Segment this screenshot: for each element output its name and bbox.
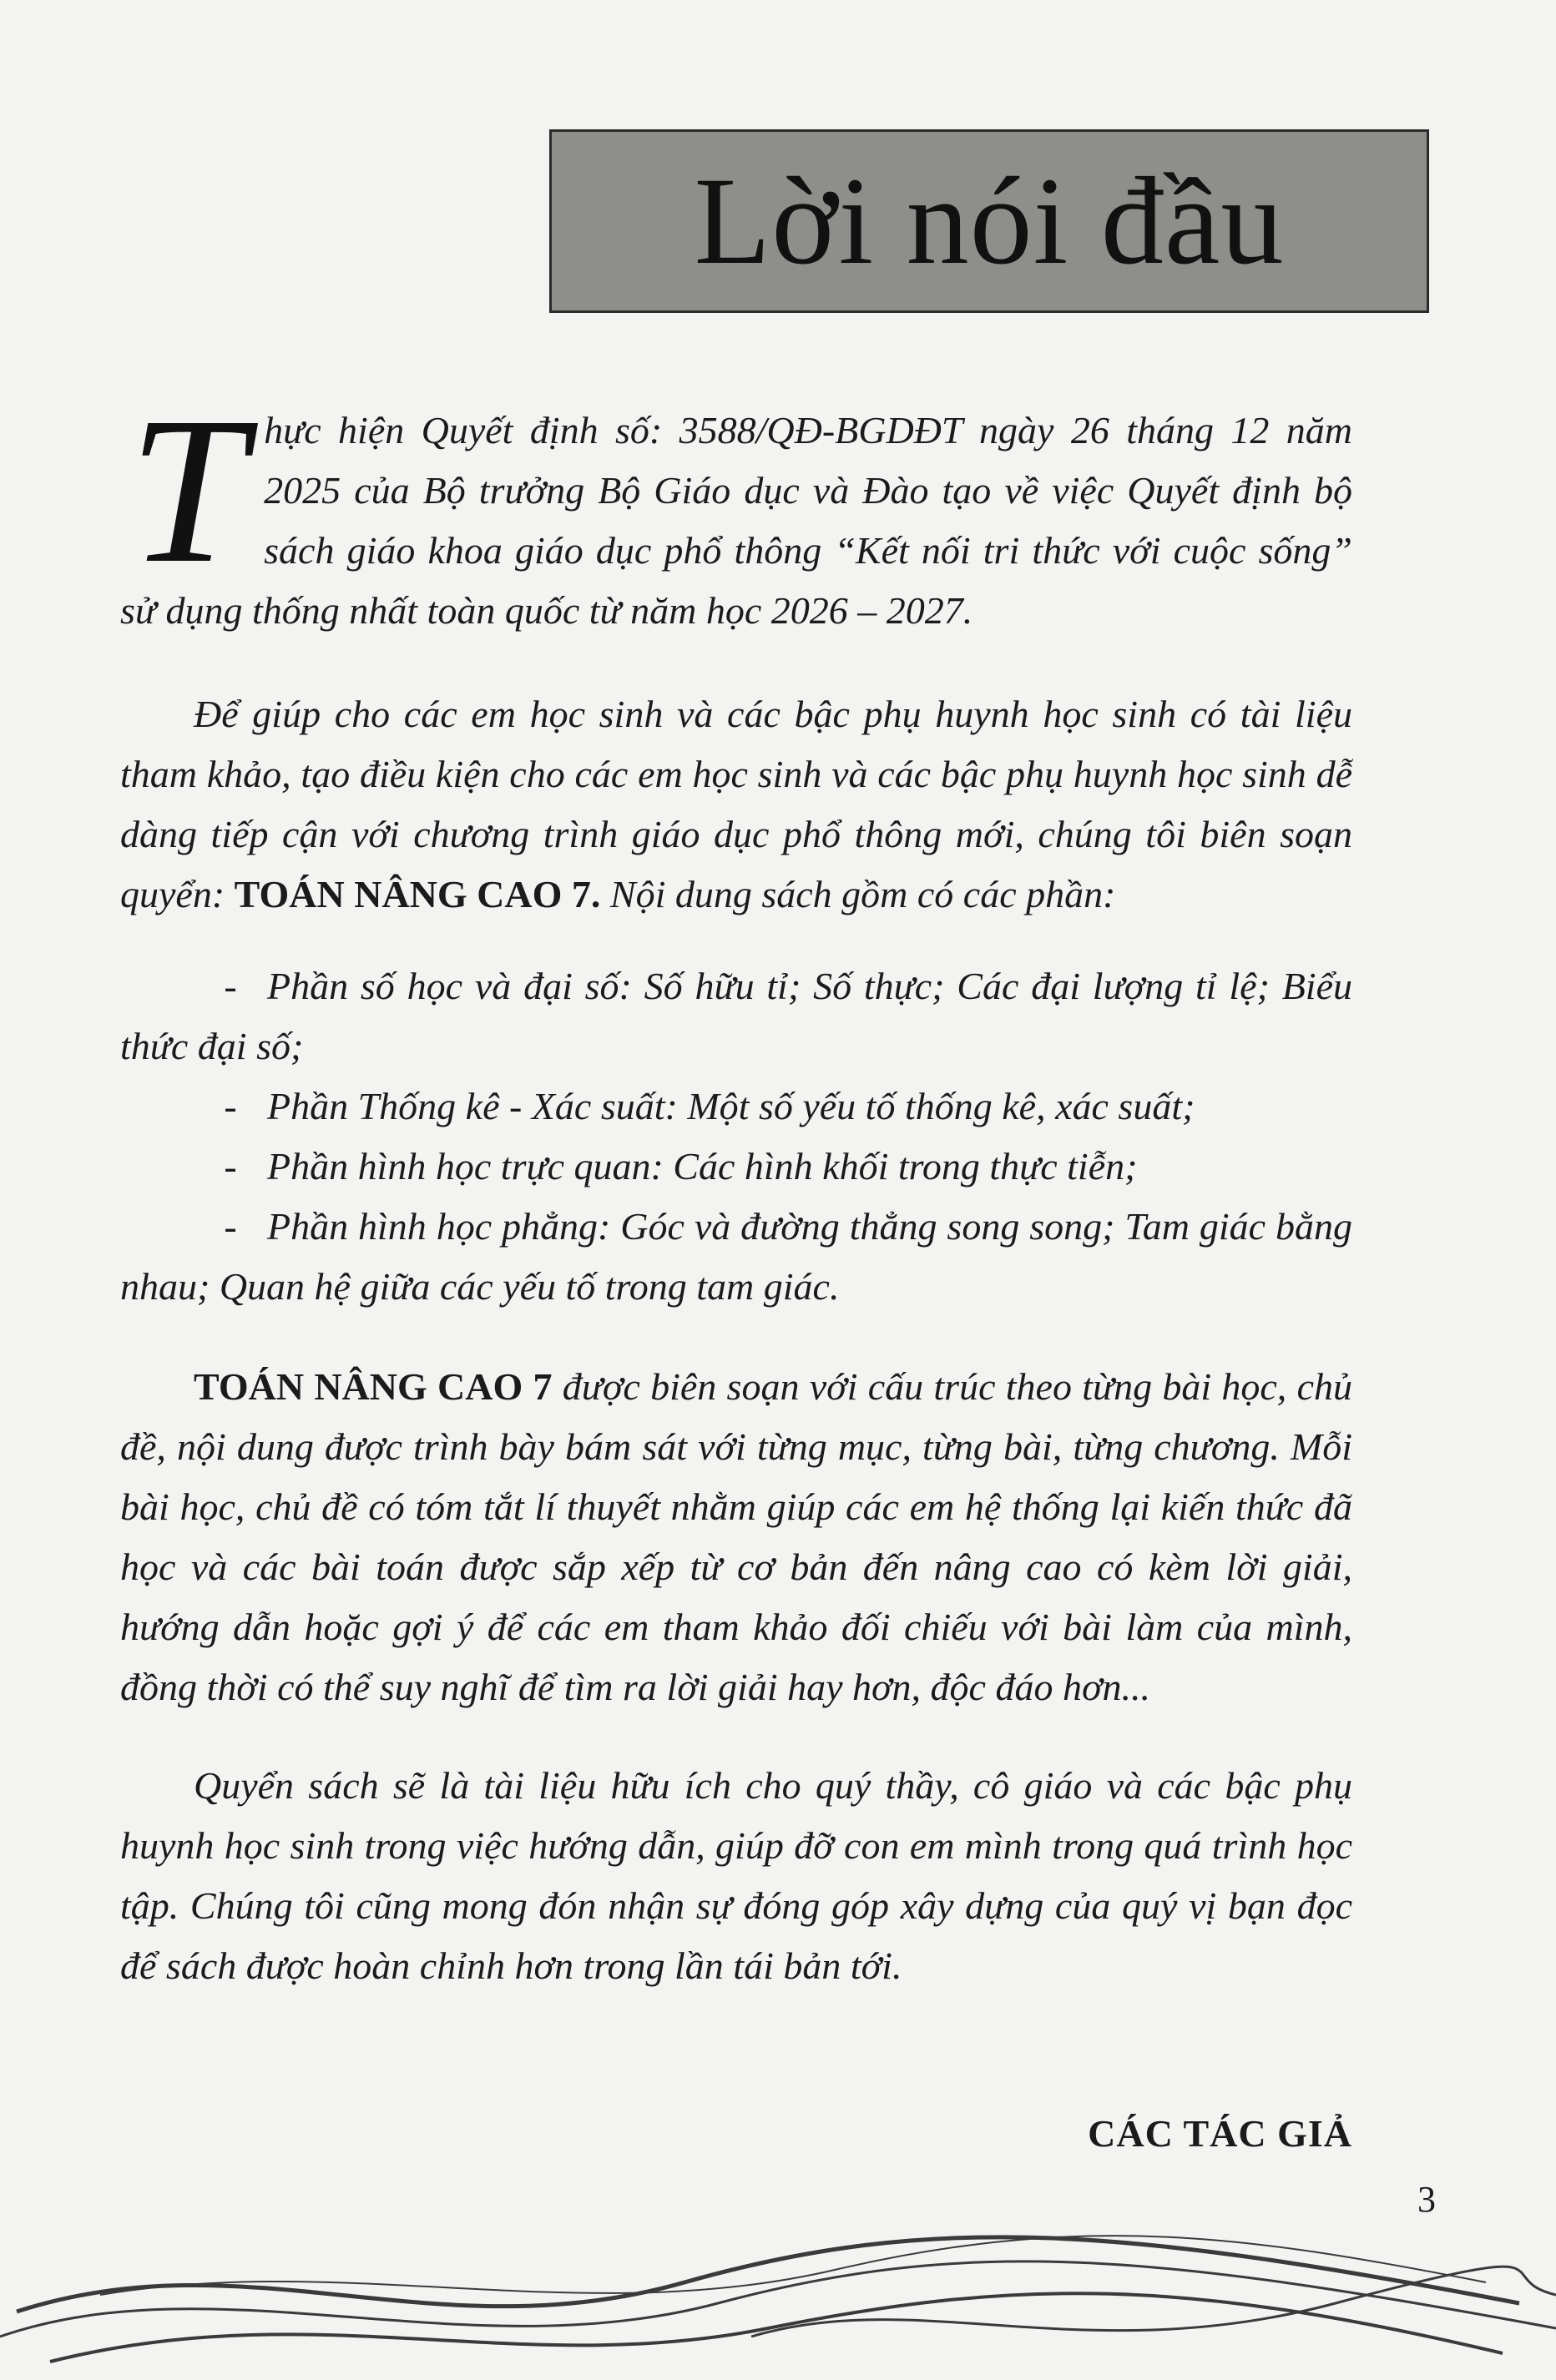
list-item-text: Phần hình học phẳng: Góc và đường thẳng song song; Tam giác bằng nhau; Quan hệ giữa các yếu tố trong tam giác. (120, 1205, 1352, 1308)
page-number: 3 (1417, 2179, 1436, 2220)
authors-signature: CÁC TÁC GIẢ (1088, 2112, 1352, 2155)
intro-paragraph (120, 373, 1352, 641)
list-dash: - (224, 965, 237, 1007)
contents-list (120, 956, 1352, 1317)
purpose-text-end: Nội dung sách gồm có các phần: (600, 873, 1116, 915)
structure-text: được biên soạn với cấu trúc theo từng bài học, chủ đề, nội dung được trình bày bám sát với từng mục, từng bài, từng chương. Mỗi bài học, chủ đề có tóm tắt lí thuyết nhằm giúp các em hệ thống lại kiến thức đã học và các bài toán được sắp xếp từ cơ bản đến nâng cao có kèm lời giải, hướng dẫn hoặc gợi ý để các em tham khảo đối chiếu với bài làm của mình, đồng thời có thể suy nghĩ để tìm ra lời giải hay hơn, độc đáo hơn... (120, 1365, 1352, 1708)
drop-cap: T (129, 373, 246, 607)
list-dash: - (224, 1205, 237, 1248)
list-dash: - (224, 1145, 237, 1187)
purpose-paragraph (120, 684, 1352, 925)
intro-text: hực hiện Quyết định số: 3588/QĐ-BGDĐT ngày 26 tháng 12 năm 2025 của Bộ trưởng Bộ Giáo dục và Đào tạo về việc Quyết định bộ sách giáo khoa giáo dục phổ thông “Kết nối tri thức với cuộc sống” sử dụng thống nhất toàn quốc từ năm học 2026 – 2027. (120, 409, 1352, 632)
list-item-text: Phần Thống kê - Xác suất: Một số yếu tố thống kê, xác suất; (267, 1085, 1195, 1127)
closing-paragraph (120, 1756, 1352, 1996)
list-item-text: Phần hình học trực quan: Các hình khối trong thực tiễn; (267, 1145, 1138, 1187)
list-item (120, 1077, 1352, 1137)
list-item (120, 1137, 1352, 1197)
list-item (120, 1197, 1352, 1317)
purpose-text: Để giúp cho các em học sinh và các bậc phụ huynh học sinh có tài liệu tham khảo, tạo điều kiện cho các em học sinh và các bậc phụ huynh học sinh dễ dàng tiếp cận với chương trình giáo dục phổ thông mới, chúng tôi biên soạn quyển: (120, 693, 1352, 915)
list-item (120, 956, 1352, 1077)
structure-paragraph (120, 1357, 1352, 1717)
list-item-text: Phần số học và đại số: Số hữu tỉ; Số thực; Các đại lượng tỉ lệ; Biểu thức đại số; (120, 965, 1352, 1067)
page-title: Lời nói đầu (694, 152, 1285, 290)
book-title-inline: TOÁN NÂNG CAO 7. (234, 873, 601, 915)
preface-body (120, 373, 1352, 1996)
closing-text: Quyển sách sẽ là tài liệu hữu ích cho quý thầy, cô giáo và các bậc phụ huynh học sinh trong việc hướng dẫn, giúp đỡ con em mình trong quá trình học tập. Chúng tôi cũng mong đón nhận sự đóng góp xây dựng của quý vị bạn đọc để sách được hoàn chỉnh hơn trong lần tái bản tới. (120, 1764, 1352, 1987)
title-banner (549, 129, 1429, 313)
list-dash: - (224, 1085, 237, 1127)
decorative-wave-icon (0, 2203, 1556, 2380)
book-title-inline: TOÁN NÂNG CAO 7 (194, 1365, 553, 1408)
